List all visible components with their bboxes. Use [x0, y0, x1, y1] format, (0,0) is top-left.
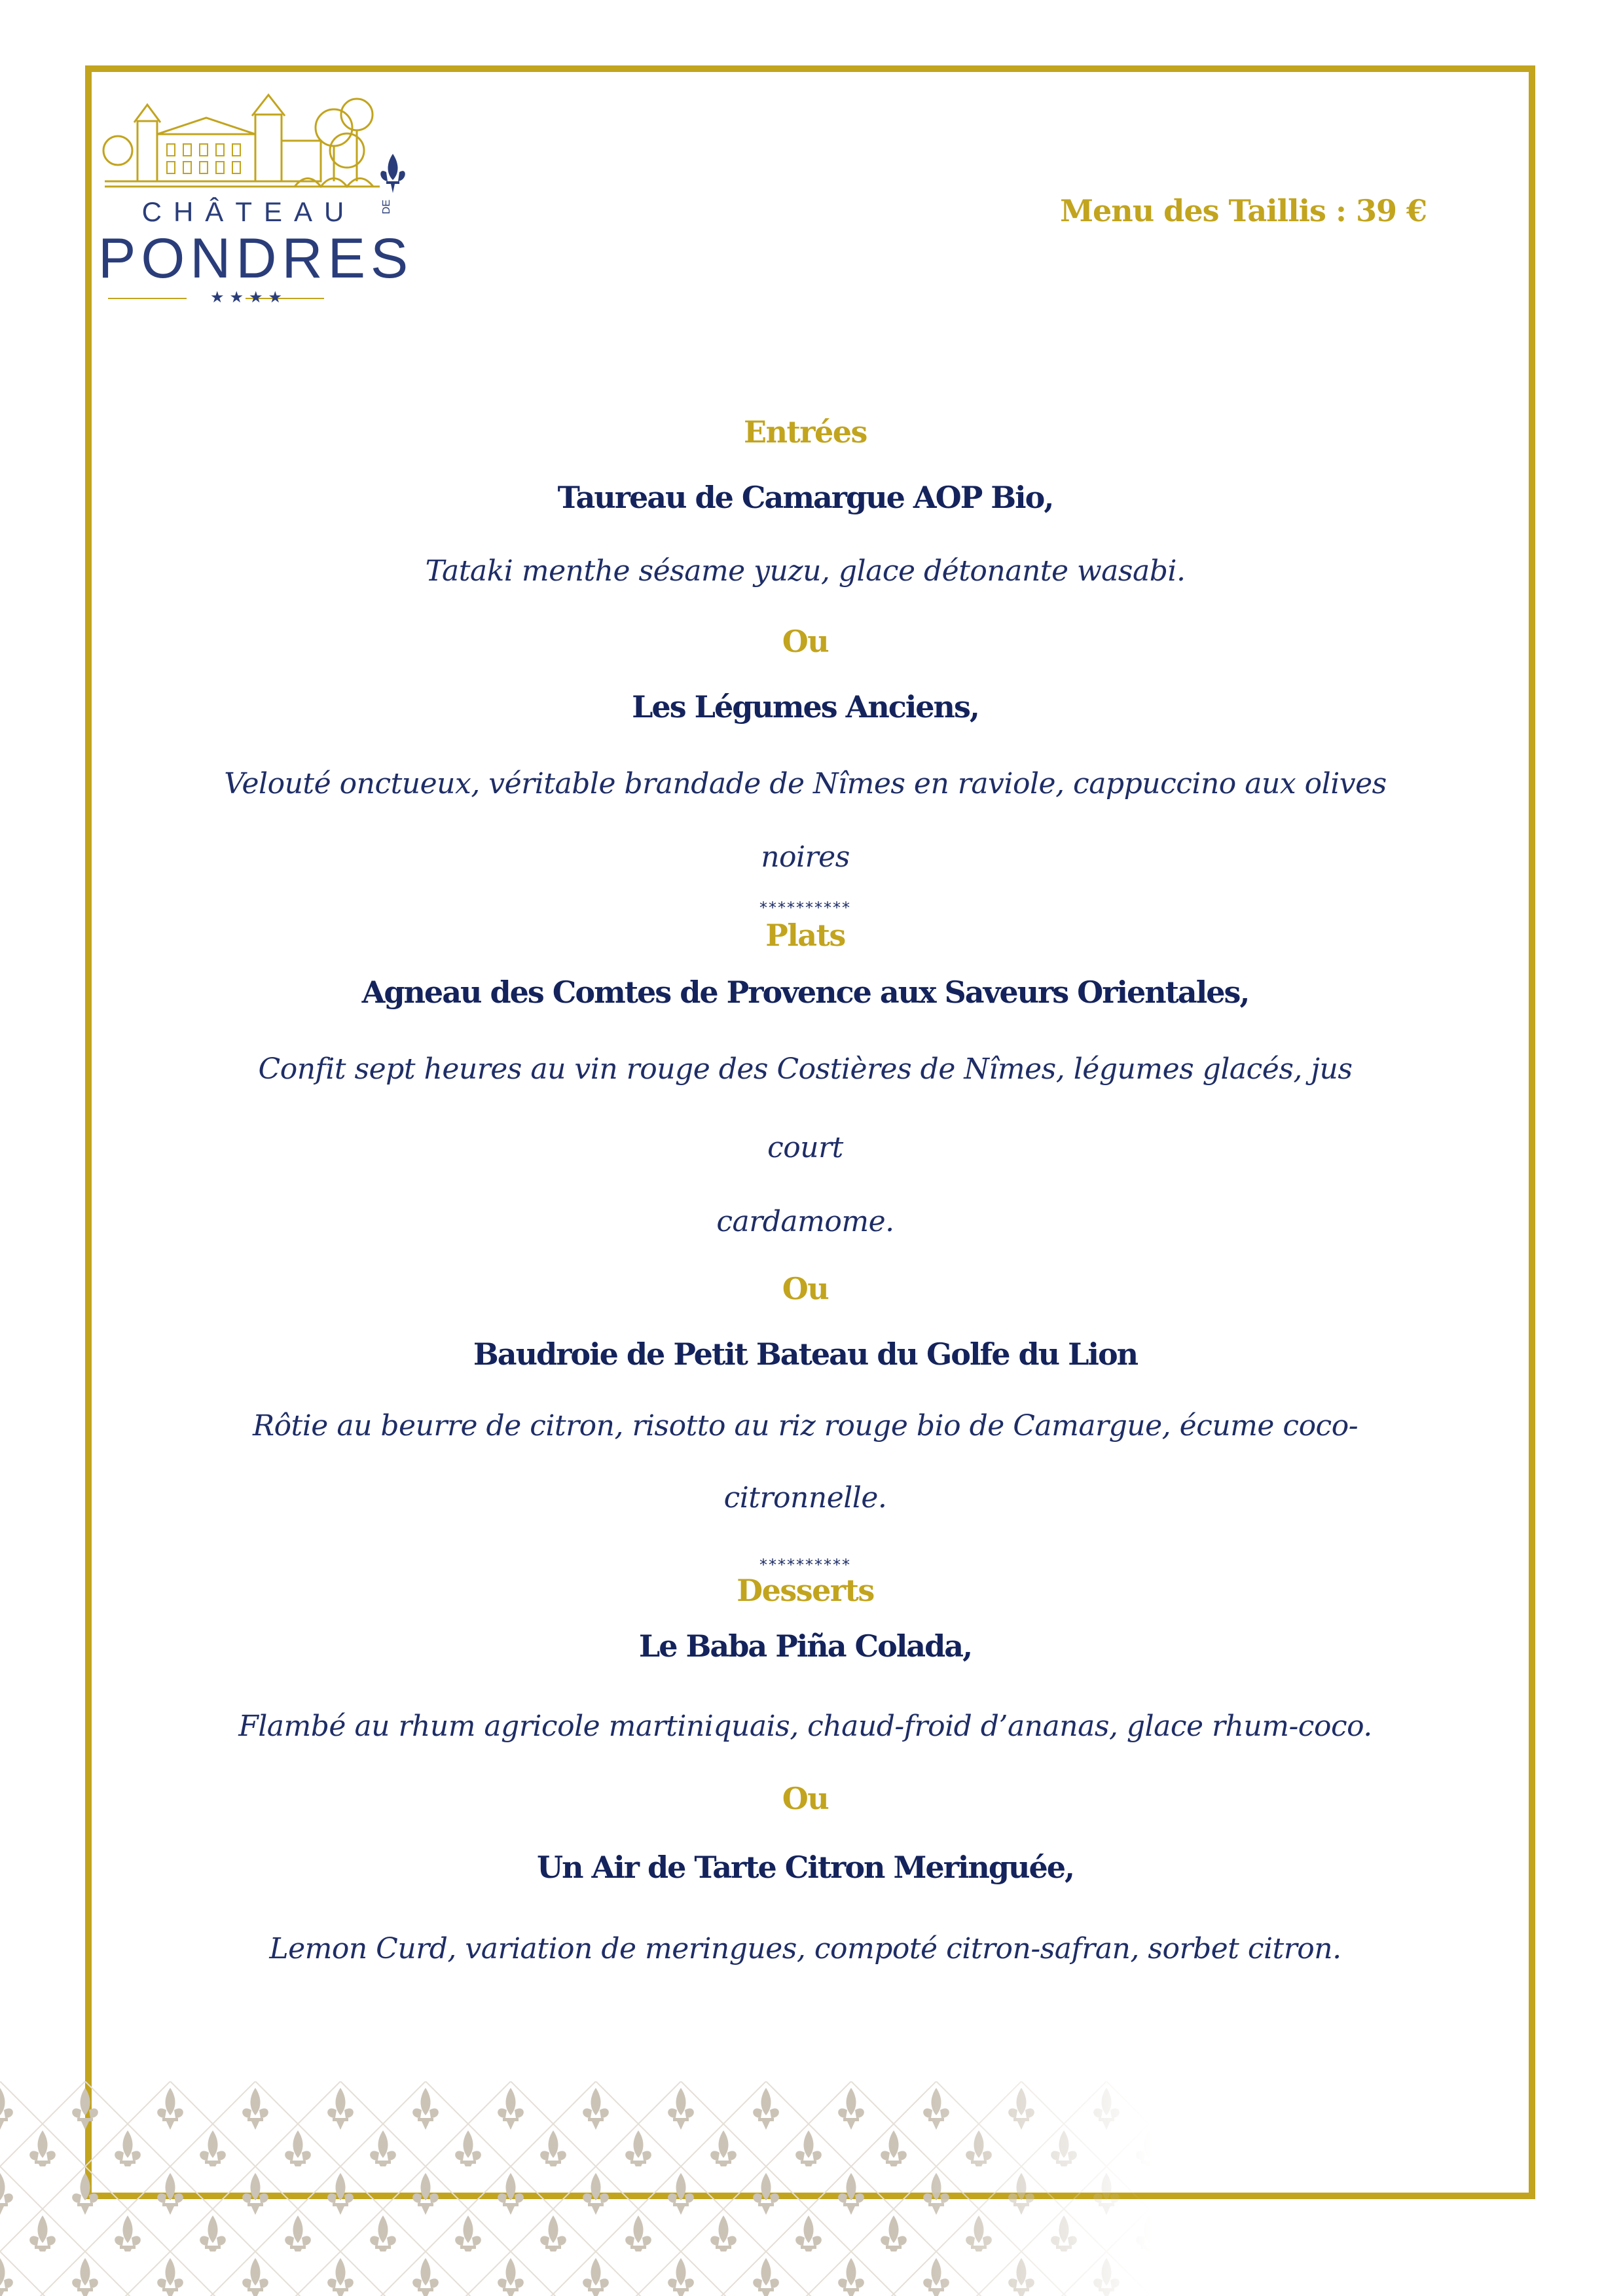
or-separator: Ou [782, 1271, 829, 1306]
section-title-plats: Plats [765, 918, 845, 953]
logo-text-chateau: CHÂTEAU [141, 196, 356, 227]
dish-description: noires [761, 840, 850, 874]
logo-stars: ★★★★ [210, 288, 288, 306]
dish-description: Velouté onctueux, véritable brandade de Nîmes en raviole, cappuccino aux olives [224, 767, 1387, 800]
dish-name: Le Baba Piña Colada, [638, 1628, 972, 1664]
dish-description: Flambé au rhum agricole martiniquais, chaud-froid d’ananas, glace rhum-coco. [238, 1710, 1372, 1743]
section-title-entrees: Entrées [744, 414, 867, 450]
dish-description: cardamome. [716, 1205, 894, 1238]
dish-name: Un Air de Tarte Citron Meringuée, [536, 1850, 1074, 1885]
dish-name: Agneau des Comtes de Provence aux Saveurs Orientales, [361, 975, 1249, 1010]
dish-name: Les Légumes Anciens, [632, 689, 979, 725]
section-title-desserts: Desserts [737, 1573, 874, 1608]
logo-text-de: DE [381, 200, 392, 215]
menu-title: Menu des Taillis : 39 € [1060, 193, 1427, 228]
or-separator: Ou [782, 1781, 829, 1816]
logo-text-pondres: PONDRES [98, 227, 414, 290]
dish-description: Tataki menthe sésame yuzu, glace détonante wasabi. [425, 554, 1186, 588]
dish-description: Confit sept heures au vin rouge des Costières de Nîmes, légumes glacés, jus court [258, 1052, 1353, 1164]
dish-name: Baudroie de Petit Bateau du Golfe du Lion [473, 1336, 1138, 1372]
fleur-de-lis-pattern [0, 2081, 1152, 2296]
dish-name: Taureau de Camargue AOP Bio, [557, 480, 1053, 515]
dish-description: Lemon Curd, variation de meringues, compoté citron-safran, sorbet citron. [269, 1932, 1341, 1965]
dish-description: Rôtie au beurre de citron, risotto au riz rouge bio de Camargue, écume coco- [252, 1409, 1359, 1443]
menu-content [223, 399, 1388, 1992]
section-separator: ********** [759, 899, 851, 917]
section-separator: ********** [759, 1556, 851, 1574]
dish-description: citronnelle. [723, 1481, 887, 1515]
or-separator: Ou [782, 624, 829, 659]
